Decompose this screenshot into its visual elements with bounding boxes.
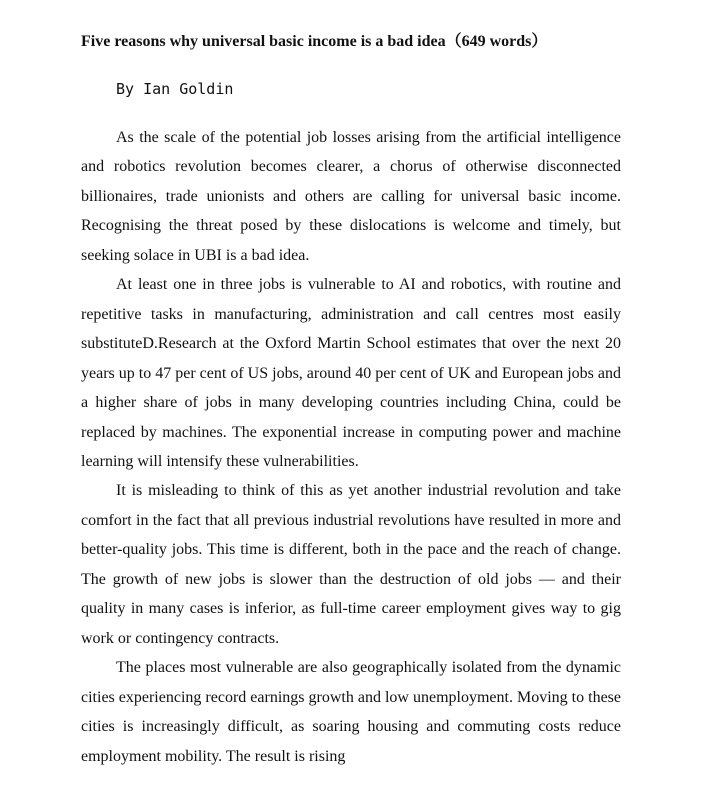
author-byline: By Ian Goldin (116, 80, 234, 98)
paragraph-2: At least one in three jobs is vulnerable to AI and robotics, with routine and repetitive tasks in manufacturing, administration and call centres most easily substituteD.Research at the Oxford Martin School estimates that over the next 20 years up to 47 per cent of US jobs, around 40 per cent of UK and European jobs and a higher share of jobs in many developing countries including China, could be replaced by machines. The exponential increase in computing power and machine learning will intensify these vulnerabilities. (81, 276, 621, 470)
paragraph-4: The places most vulnerable are also geographically isolated from the dynamic cities experiencing record earnings growth and low unemployment. Moving to these cities is increasingly difficult, as soaring housing and commuting costs reduce employment mobility. The result is rising (81, 659, 621, 765)
paragraph-1: As the scale of the potential job losses arising from the artificial intelligence and robotics revolution becomes clearer, a chorus of otherwise disconnected billionaires, trade unionists and others are calling for universal basic income. Recognising the threat posed by these dislocations is welcome and timely, but seeking solace in UBI is a bad idea. (81, 129, 621, 264)
article-body (81, 123, 621, 771)
paragraph-3: It is misleading to think of this as yet another industrial revolution and take comfort in the fact that all previous industrial revolutions have resulted in more and better-quality jobs. This time is different, both in the pace and the reach of change. The growth of new jobs is slower than the destruction of old jobs — and their quality in many cases is inferior, as full-time career employment gives way to gig work or contingency contracts. (81, 482, 621, 647)
document-title: Five reasons why universal basic income is a bad idea（649 words） (81, 33, 548, 50)
